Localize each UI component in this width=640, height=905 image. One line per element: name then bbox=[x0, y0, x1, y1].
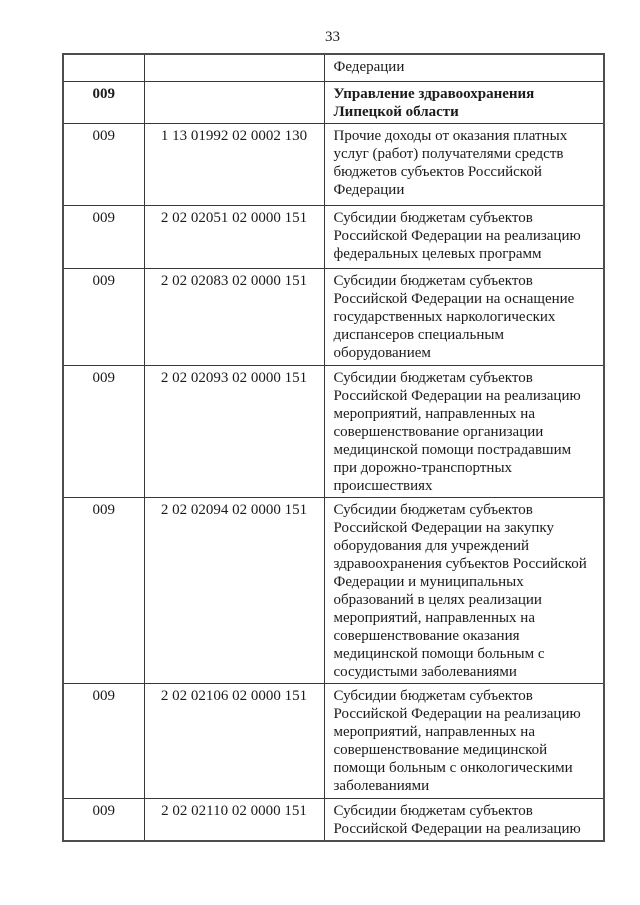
cell-description: Субсидии бюджетам субъектов Российской Федерации на реализацию федеральных целевых программ bbox=[324, 205, 604, 268]
cell-classification-code bbox=[144, 54, 324, 81]
cell-classification-code: 2 02 02051 02 0000 151 bbox=[144, 205, 324, 268]
cell-description: Управление здравоохранения Липецкой области bbox=[324, 81, 604, 123]
table-row bbox=[63, 205, 604, 268]
cell-admin-code: 009 bbox=[63, 798, 144, 841]
cell-description: Федерации bbox=[324, 54, 604, 81]
table-row bbox=[63, 81, 604, 123]
cell-admin-code: 009 bbox=[63, 683, 144, 798]
cell-admin-code: 009 bbox=[63, 365, 144, 497]
table-row bbox=[63, 54, 604, 81]
cell-admin-code: 009 bbox=[63, 497, 144, 683]
cell-classification-code bbox=[144, 81, 324, 123]
cell-description: Субсидии бюджетам субъектов Российской Федерации на реализацию bbox=[324, 798, 604, 841]
table-row bbox=[63, 365, 604, 497]
cell-classification-code: 2 02 02083 02 0000 151 bbox=[144, 268, 324, 365]
cell-admin-code: 009 bbox=[63, 205, 144, 268]
cell-description: Субсидии бюджетам субъектов Российской Федерации на закупку оборудования для учреждений здравоохранения субъектов Российской Федерации и муниципальных образований в целях реализации мероприятий, направленных на совершенствование оказания медицинской помощи больным с сосудистыми заболеваниями bbox=[324, 497, 604, 683]
cell-admin-code: 009 bbox=[63, 268, 144, 365]
table-row bbox=[63, 683, 604, 798]
cell-description: Прочие доходы от оказания платных услуг (работ) получателями средств бюджетов субъектов Российской Федерации bbox=[324, 123, 604, 205]
table-row bbox=[63, 268, 604, 365]
table-row bbox=[63, 798, 604, 841]
table-body bbox=[63, 54, 604, 841]
cell-classification-code: 2 02 02110 02 0000 151 bbox=[144, 798, 324, 841]
page-number: 33 bbox=[325, 29, 340, 45]
cell-description: Субсидии бюджетам субъектов Российской Федерации на оснащение государственных наркологических диспансеров специальным оборудованием bbox=[324, 268, 604, 365]
cell-classification-code: 2 02 02106 02 0000 151 bbox=[144, 683, 324, 798]
cell-admin-code: 009 bbox=[63, 123, 144, 205]
cell-description: Субсидии бюджетам субъектов Российской Федерации на реализацию мероприятий, направленных на совершенствование медицинской помощи больным с онкологическими заболеваниями bbox=[324, 683, 604, 798]
cell-classification-code: 2 02 02093 02 0000 151 bbox=[144, 365, 324, 497]
cell-description: Субсидии бюджетам субъектов Российской Федерации на реализацию мероприятий, направленных на совершенствование организации медицинской помощи пострадавшим при дорожно-транспортных происшествиях bbox=[324, 365, 604, 497]
cell-classification-code: 1 13 01992 02 0002 130 bbox=[144, 123, 324, 205]
cell-admin-code: 009 bbox=[63, 81, 144, 123]
table-row bbox=[63, 497, 604, 683]
cell-admin-code bbox=[63, 54, 144, 81]
table-row bbox=[63, 123, 604, 205]
cell-classification-code: 2 02 02094 02 0000 151 bbox=[144, 497, 324, 683]
budget-revenue-table bbox=[62, 53, 605, 842]
